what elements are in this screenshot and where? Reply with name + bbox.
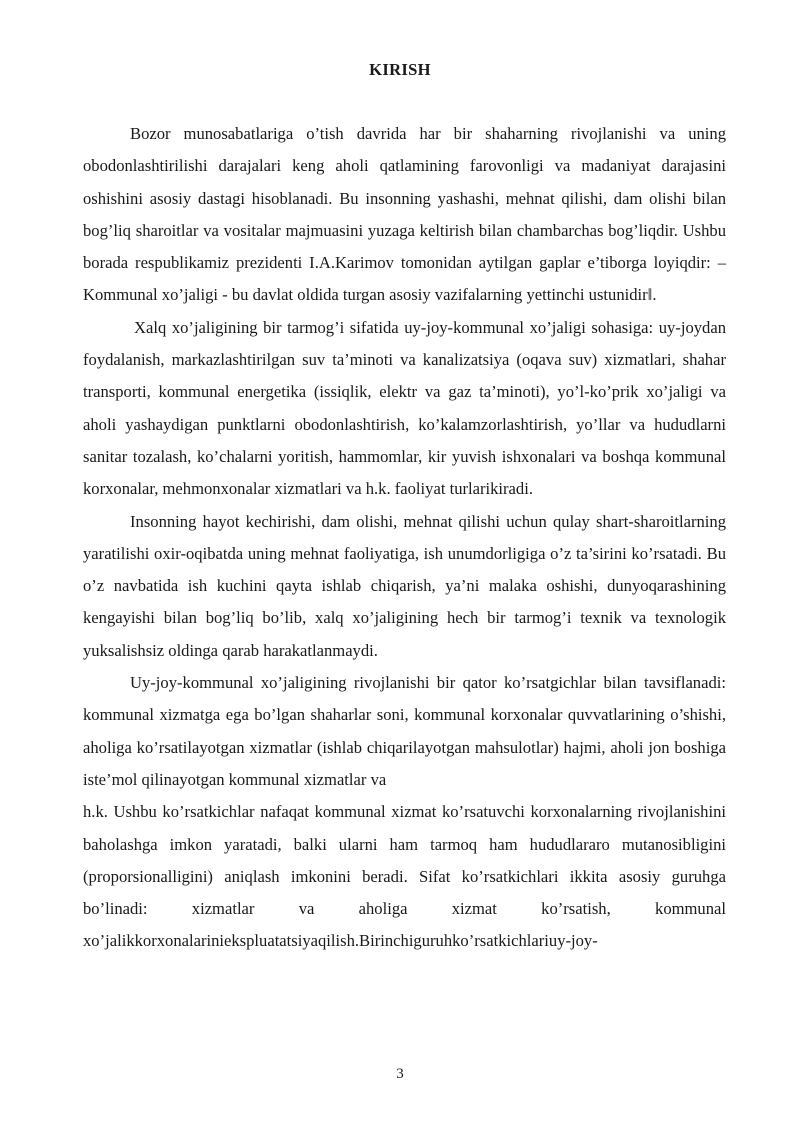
body-text [83, 118, 726, 958]
paragraph-1: Bozor munosabatlariga o’tish davrida har bir shaharning rivojlanishi va uning obodonlashtirilishi darajalari keng aholi qatlamining farovonligi va madaniyat darajasini oshishini asosiy dastagi hisoblanadi. Bu insonning yashashi, mehnat qilishi, dam olishi bilan bog’liq sharoitlar va vositalar majmuasini yuzaga keltirish bilan chambarchas bog’liqdir. Ushbu borada respublikamiz prezidenti I.A.Karimov tomonidan aytilgan gaplar e’tiborga loyiqdir: ‒Kommunal xo’jaligi - bu davlat oldida turgan asosiy vazifalarning yettinchi ustunidir‖. [83, 124, 726, 305]
paragraph-5: h.k. Ushbu ko’rsatkichlar nafaqat kommunal xizmat ko’rsatuvchi korxonalarning rivojlanishini baholashga imkon yaratadi, balki ularni ham tarmoq ham hududlararo mutanosibligini (proporsionalligini) aniqlash imkonini beradi. Sifat ko’rsatkichlari ikkita asosiy guruhga bo’linadi: xizmatlar va aholiga xizmat ko’rsatish, kommunal xo’jalikkorxonalariniekspluatatsiyaqilish.Birinchiguruhko’rsatkichlariuy-joy- [83, 802, 726, 951]
paragraph-3: Insonning hayot kechirishi, dam olishi, mehnat qilishi uchun qulay shart-sharoitlarning yaratilishi oxir-oqibatda uning mehnat faoliyatiga, ish unumdorligiga o’z ta’sirini ko’rsatadi. Bu o’z navbatida ish kuchini qayta ishlab chiqarish, ya’ni malaka oshishi, dunyoqarashining kengayishi bilan bog’liq bo’lib, xalq xo’jaligining hech bir tarmog’i texnik va texnologik yuksalishsiz oldinga qarab harakatlanmaydi. [83, 511, 726, 660]
page-number: 3 [396, 1066, 404, 1082]
paragraph-2: Xalq xo’jaligining bir tarmog’i sifatida uy-joy-kommunal xo’jaligi sohasiga: uy-joydan foydalanish, markazlashtirilgan suv ta’minoti va kanalizatsiya (oqava suv) xizmatlari, shahar transporti, kommunal energetika (issiqlik, elektr va gaz ta’minoti), yo’l-ko’prik xo’jaligi va aholi yashaydigan punktlarni obodonlashtirish, ko’kalamzorlashtirish, yo’llar va hududlarni sanitar tozalash, ko’chalarni yoritish, hammomlar, kir yuvish ishxonalari va boshqa kommunal korxonalar, mehmonxonalar xizmatlari va h.k. faoliyat turlarikiradi. [83, 317, 726, 499]
paragraph-4: Uy-joy-kommunal xo’jaligining rivojlanishi bir qator ko’rsatgichlar bilan tavsiflanadi: kommunal xizmatga ega bo’lgan shaharlar soni, kommunal korxonalar quvvatlarining o’shishi, aholiga ko’rsatilayotgan xizmatlar (ishlab chiqarilayotgan mahsulotlar) hajmi, aholi jon boshiga iste’mol qilinayotgan kommunal xizmatlar va [83, 673, 726, 789]
page-title: KIRISH [369, 60, 431, 79]
